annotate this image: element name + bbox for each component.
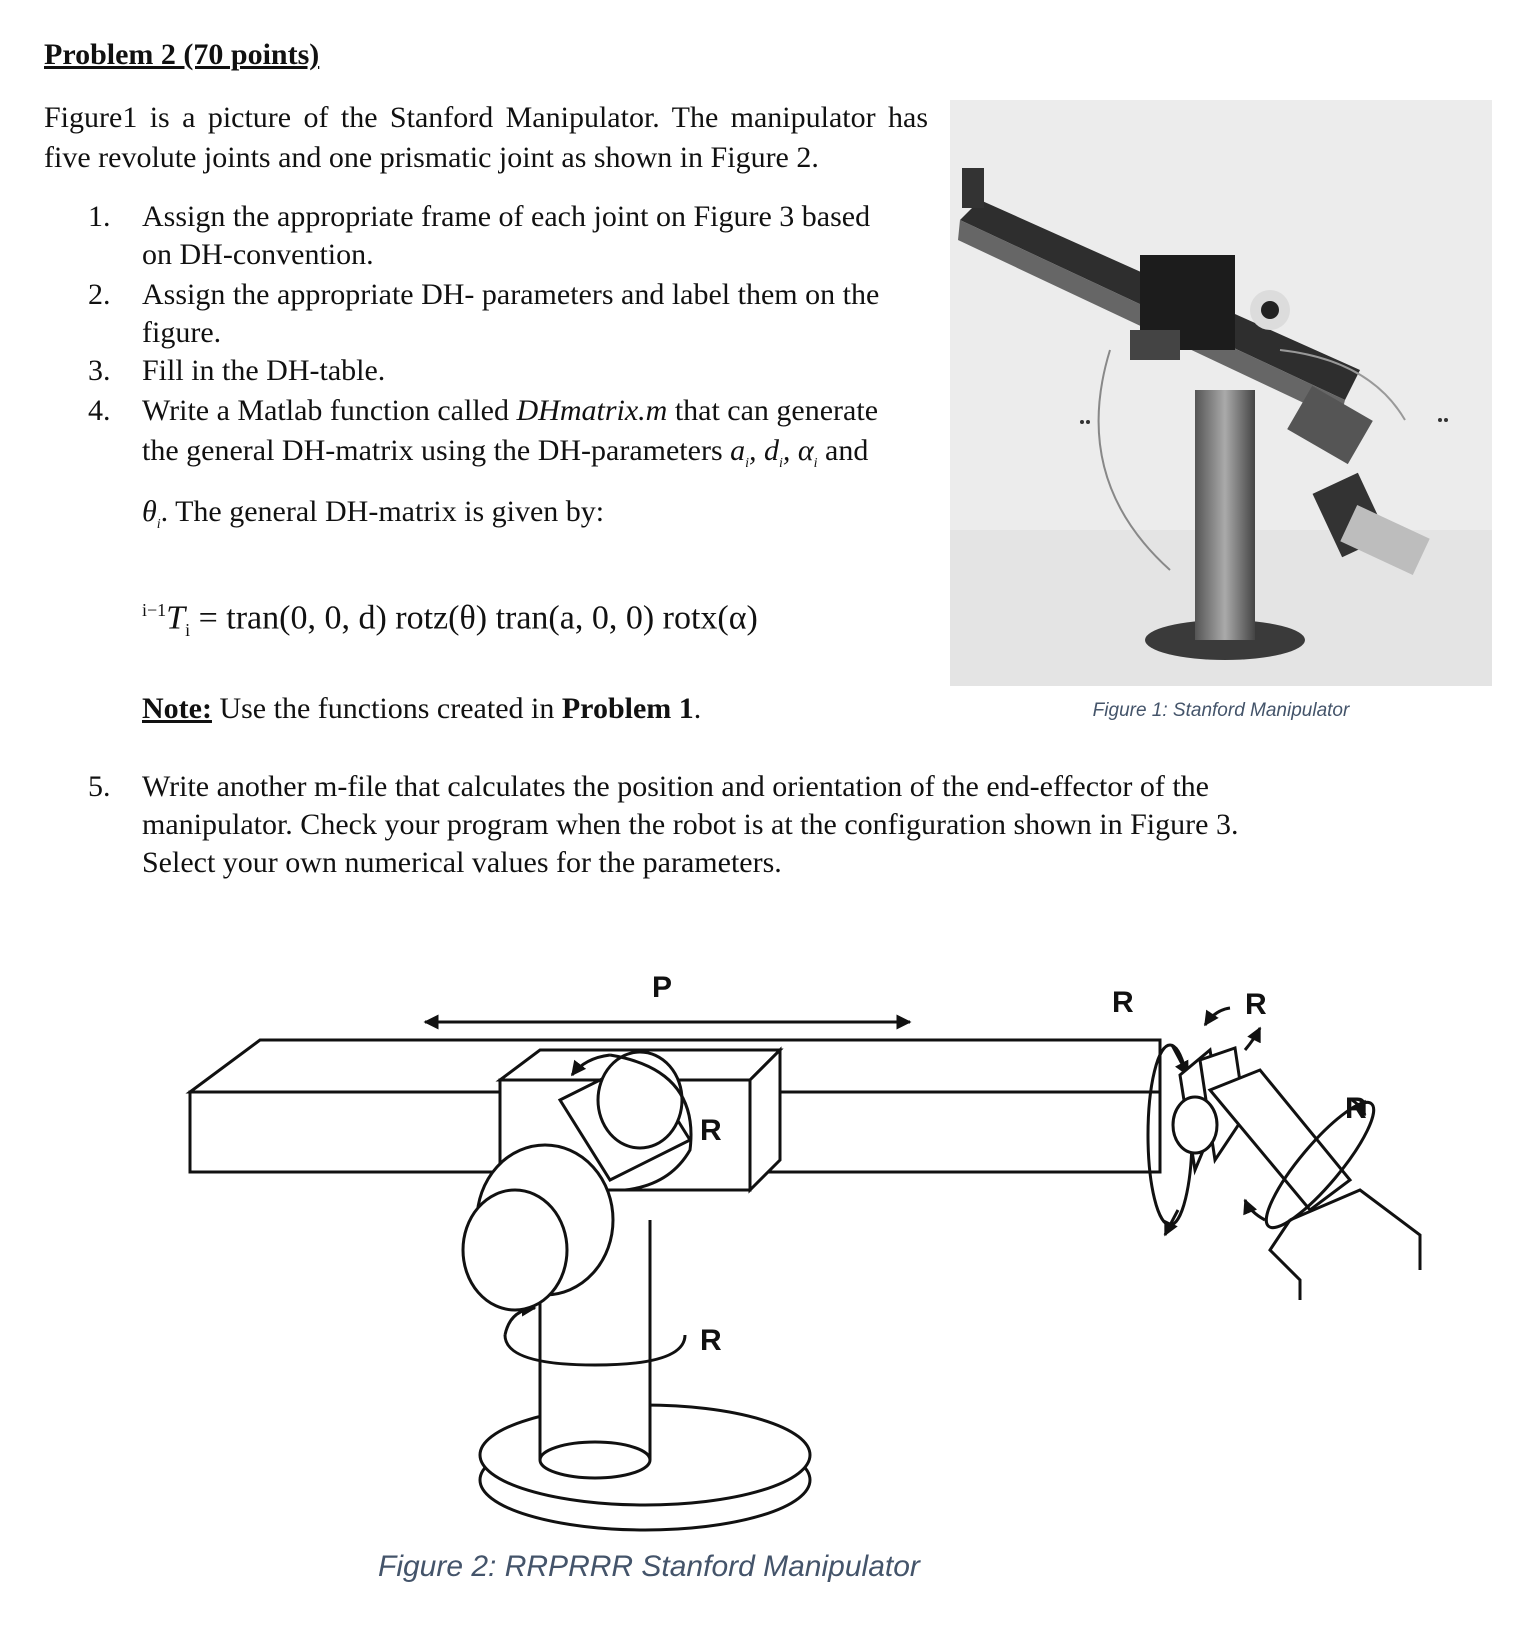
label-r-shoulder: R [700,1114,722,1147]
formula-rhs: = tran(0, 0, d) rotz(θ) tran(a, 0, 0) rotx(α) [198,599,758,637]
formula-superscript: i−1 [142,600,167,620]
figure1-caption: Figure 1: Stanford Manipulator [1092,700,1350,721]
task-number: 3. [88,354,111,387]
task-line: Write another m-file that calculates the position and orientation of the end-effector of the [142,770,1209,803]
formula-lhs: T [166,599,186,637]
task-line: . The general DH-matrix is given by: [160,495,605,528]
label-r-wrist3: R [1345,1092,1367,1125]
intro-paragraph: Figure1 is a picture of the Stanford Manipulator. The manipulator has five revolute joints and one prismatic joint as shown in Figure 2. [44,101,928,174]
problem-heading: Problem 2 (70 points) [44,38,320,71]
gripper-jaw [1270,1220,1300,1300]
label-p: P [652,971,673,1004]
label-r-wrist1: R [1112,986,1134,1019]
task-number: 4. [88,394,111,427]
formula-subscript: i [185,620,191,641]
label-r-waist: R [700,1324,722,1357]
task-number: 1. [88,200,111,233]
figure2-caption: Figure 2: RRPRRR Stanford Manipulator [378,1550,920,1583]
note-bold: Problem 1 [561,692,694,725]
task-line: Write a Matlab function called [142,394,509,427]
task-line: the general DH-matrix using the DH-parameters [142,434,723,467]
task-number: 2. [88,278,111,311]
rrprrr-diagram [0,950,1520,1540]
note-text: Use the functions created in [219,692,555,725]
dh-formula [142,590,758,650]
task-line: on DH-convention. [142,238,374,271]
task-number: 5. [88,770,111,803]
task-line: Assign the appropriate frame of each joint on Figure 3 based [142,200,871,233]
task-line: Assign the appropriate DH- parameters and label them on the [142,278,880,311]
task-line: Fill in the DH-table. [142,354,386,387]
task-line: and [825,434,869,467]
task-line: that can generate [674,394,879,427]
task-line: figure. [142,316,222,349]
note: Note: Use the functions created in Problem 1. [142,692,702,725]
task-line: Select your own numerical values for the parameters. [142,846,782,879]
note-label: Note: [142,692,212,725]
stanford-manipulator-photo [950,100,1492,686]
label-r-wrist2: R [1245,988,1267,1021]
function-name: DHmatrix.m [516,394,668,427]
task-line: manipulator. Check your program when the robot is at the configuration shown in Figure 3. [142,808,1239,841]
